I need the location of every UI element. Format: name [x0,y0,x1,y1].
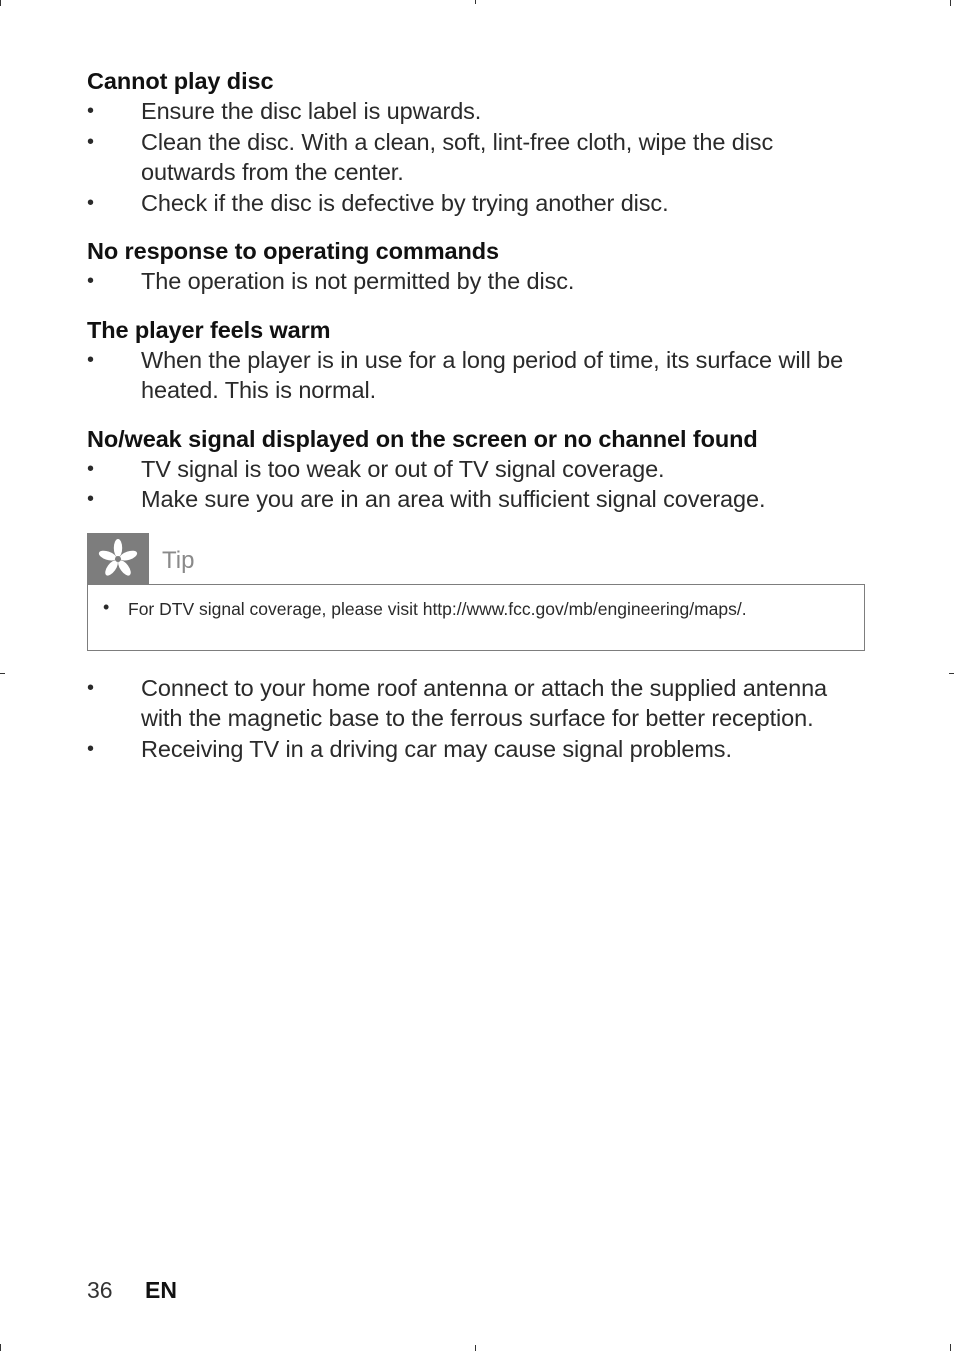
page-footer [87,1277,177,1304]
section-heading: No/weak signal displayed on the screen or no channel found [87,425,758,452]
tip-list [103,597,854,621]
list-item: • The operation is not permitted by the disc. [87,266,867,297]
list-item: • Clean the disc. With a clean, soft, lint-free cloth, wipe the disc outwards from the center. [87,127,867,188]
list-item: • Ensure the disc label is upwards. [87,96,867,127]
list-item: • TV signal is too weak or out of TV signal coverage. [87,454,867,485]
section-heading: Cannot play disc [87,68,274,94]
section-heading: The player feels warm [87,316,331,343]
section-no-response [87,236,867,297]
crop-mark-bottom-left [0,1344,1,1351]
list-item: • Connect to your home roof antenna or attach the supplied antenna with the magnetic base to the ferrous surface for better reception. [87,673,867,734]
section-heading: No response to operating commands [87,238,499,264]
crop-mark-bottom-right [950,1344,951,1351]
tip-header [87,533,865,585]
tip-box [87,533,865,651]
language-code: EN [145,1277,177,1303]
list-item: • When the player is in use for a long period of time, its surface will be heated. This is normal. [87,345,867,406]
asterisk-flower-icon [97,538,139,580]
tip-label: Tip [149,533,865,585]
list-item: • Make sure you are in an area with sufficient signal coverage. [87,484,867,515]
bullet-list [87,454,867,515]
crop-mark-top-center [475,0,476,4]
tip-body [87,585,865,651]
page-number: 36 [87,1277,113,1303]
bullet-list [87,266,867,297]
list-item: • Check if the disc is defective by trying another disc. [87,188,867,219]
bullet-list [87,345,867,406]
crop-mark-mid-left [0,673,5,674]
crop-mark-top-left [0,0,1,6]
crop-mark-top-right [950,0,951,6]
crop-mark-mid-right [949,673,954,674]
section-weak-signal [87,424,867,515]
section-player-warm [87,315,867,406]
tip-icon-box [87,533,149,585]
section-cannot-play-disc [87,66,867,218]
tip-item: • For DTV signal coverage, please visit http://www.fcc.gov/mb/engineering/maps/. [103,597,854,621]
troubleshooting-content [87,66,867,764]
crop-mark-bottom-center [475,1345,476,1351]
after-tip-list [87,673,867,765]
list-item: • Receiving TV in a driving car may cause signal problems. [87,734,867,765]
bullet-list [87,96,867,218]
